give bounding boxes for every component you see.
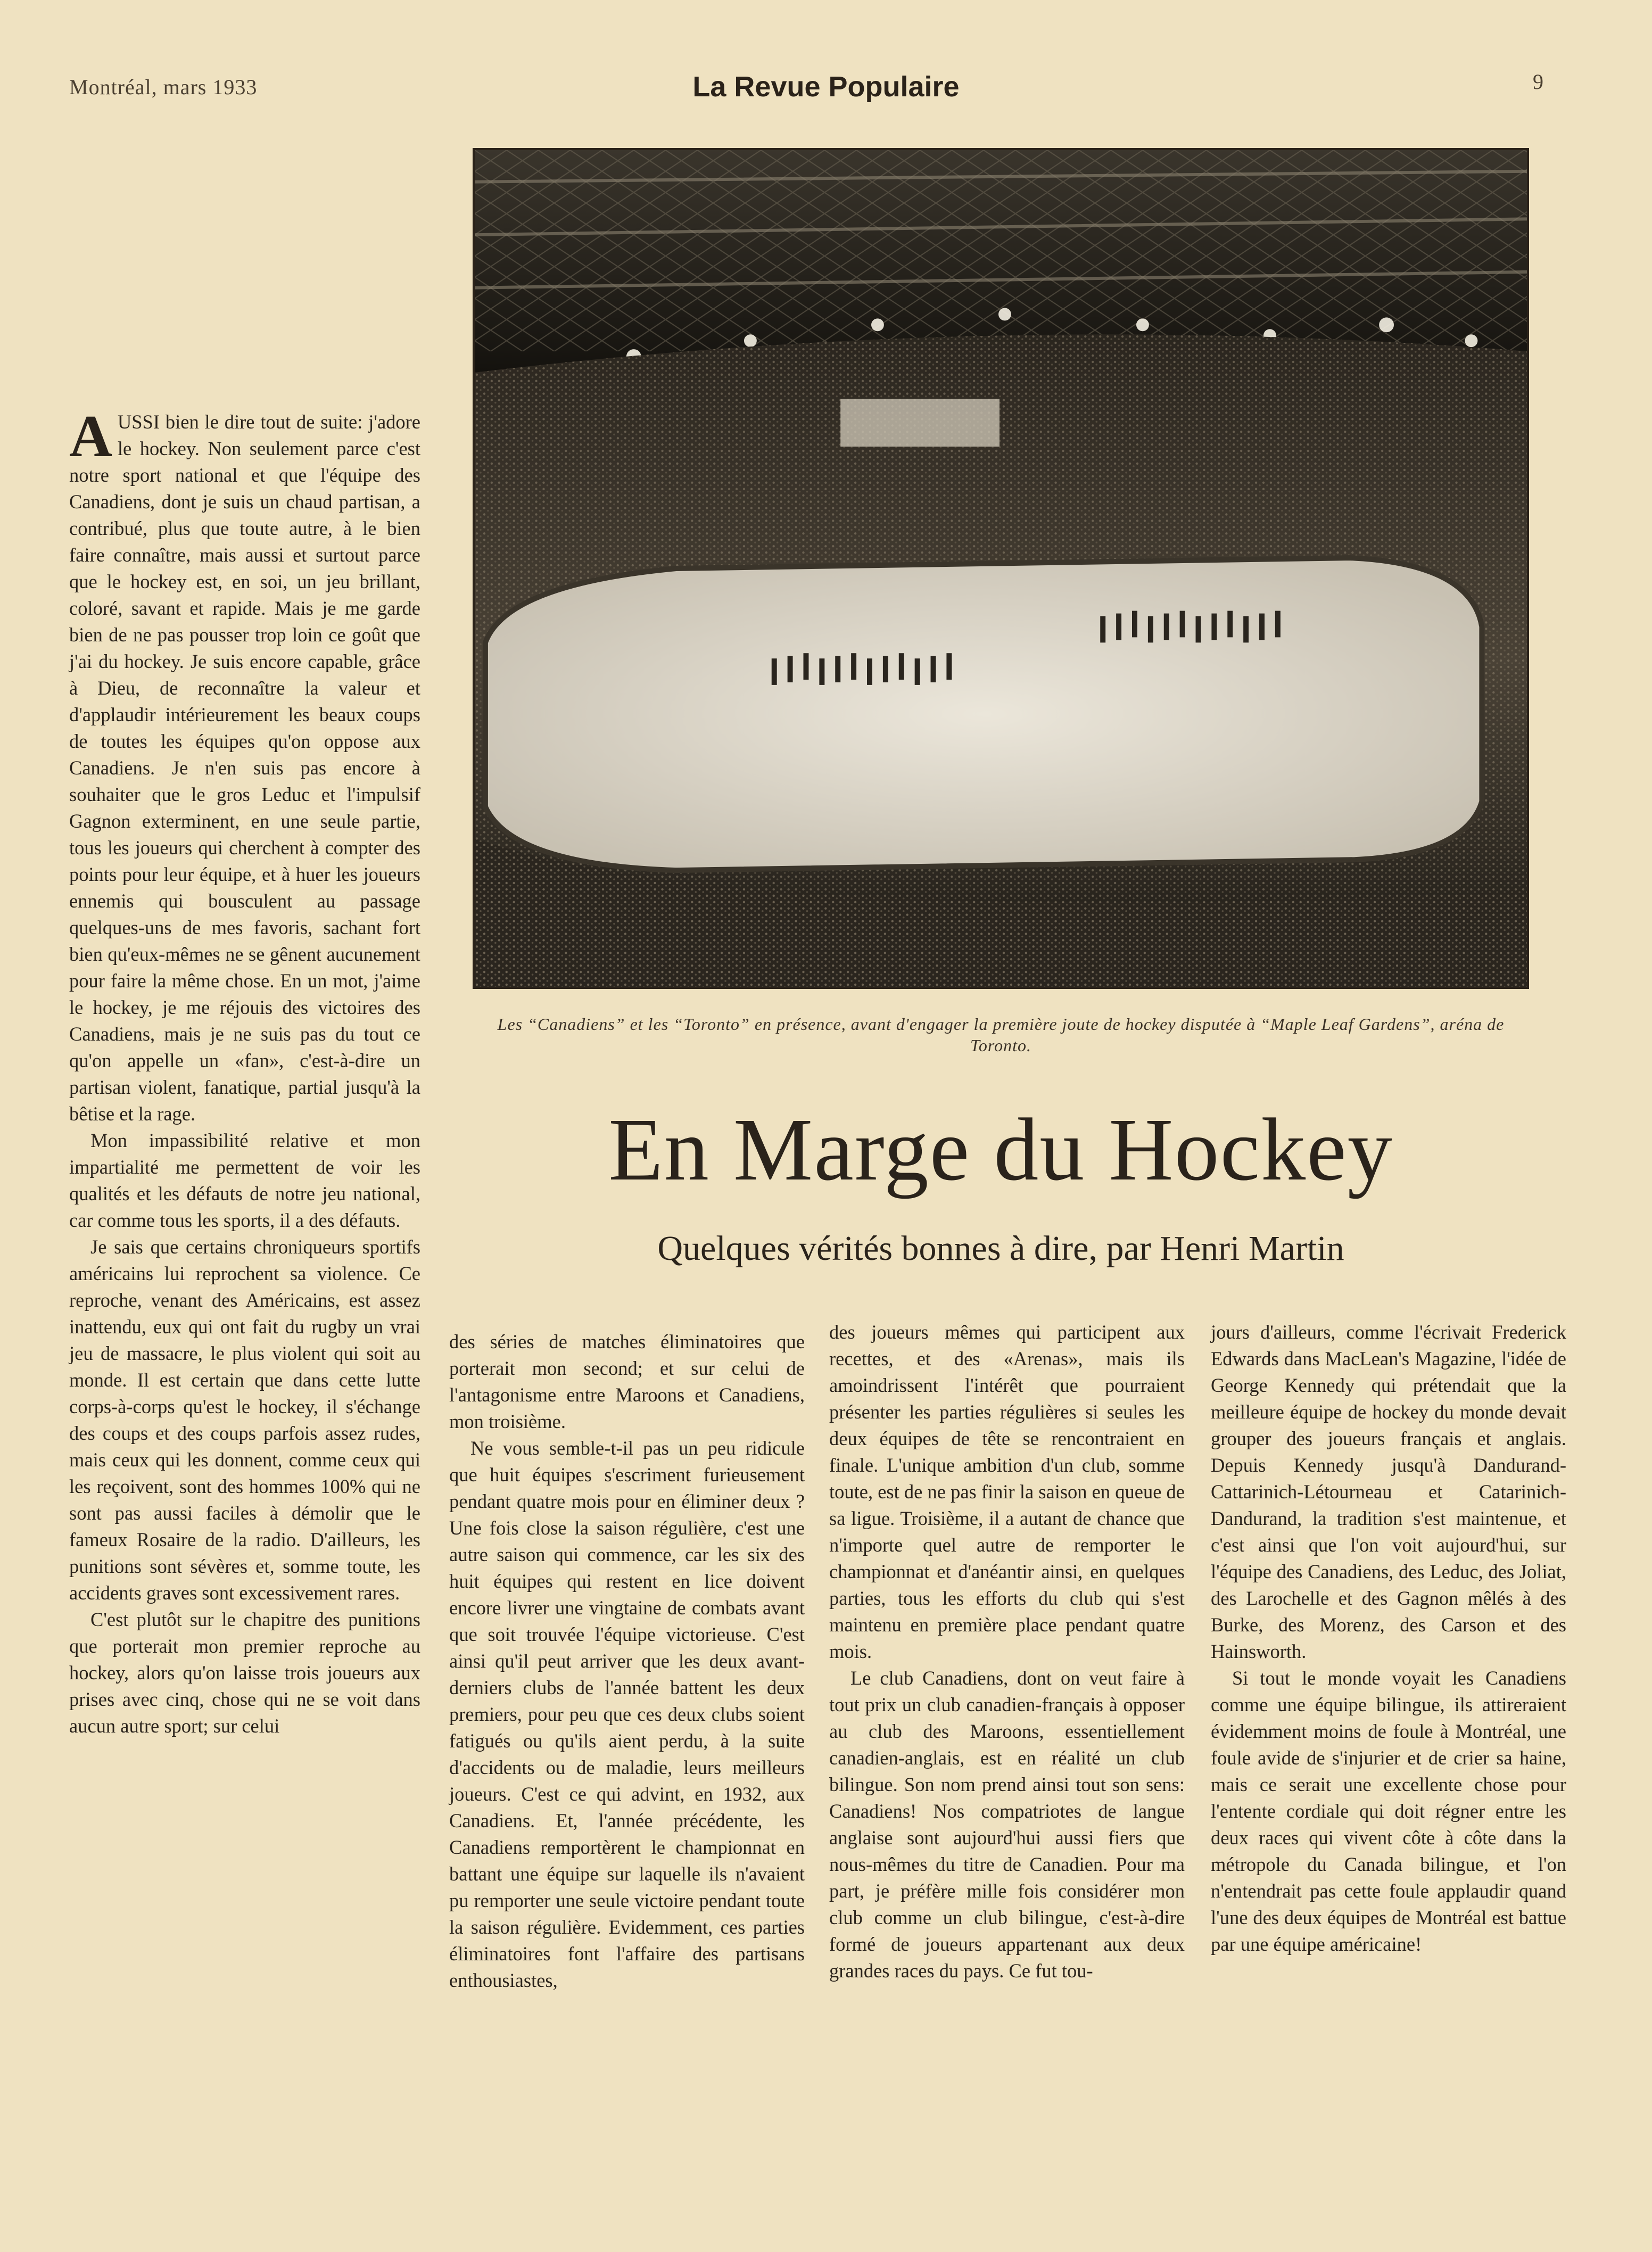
arena-photo — [473, 148, 1529, 989]
photo-caption: Les “Canadiens” et les “Toronto” en présence, avant d'engager la première joute de hockey disputée à “Maple Leaf Gardens”, aréna de Toronto. — [497, 1014, 1505, 1055]
paragraph-text: USSI bien le dire tout de suite: j'adore le hockey. Non seulement parce c'est notre sport national et que l'équipe des Canadiens, dont je suis un chaud partisan, a contribué, plus que toute autre, à le bien faire connaître, mais aussi et surtout parce que le hockey est, en soi, un jeu brillant, coloré, savant et rapide. Mais je me garde bien de ne pas pousser trop loin ce goût que j'ai du hockey. Je suis encore capable, grâce à Dieu, de reconnaître la valeur et d'applaudir intérieurement les beaux coups de toutes les équipes qu'on oppose aux Canadiens. Je n'en suis pas encore à souhaiter que le gros Leduc et l'impulsif Gagnon exterminent, en une seule partie, tous les joueurs qui cherchent à compter des points pour leur équipe, et à huer les joueurs ennemis qui bousculent au passage quelques-uns de mes favoris, sachant fort bien qu'eux-mêmes ne se gênent aucunement pour faire la même chose. En un mot, j'aime le hockey, je me réjouis des victoires des Canadiens, mais je ne suis pas du tout ce qu'on appelle un «fan», c'est-à-dire un partisan violent, fanatique, partial jusqu'à la bêtise et la rage. — [69, 411, 420, 1125]
drop-cap: A — [69, 403, 112, 469]
paragraph: des joueurs mêmes qui participent aux recettes, et des «Arenas», mais ils amoindrissent l'intérêt que pourraient présenter les parties régulières si seules les deux équipes de tête se rencontraient en finale. L'unique ambition d'un club, somme toute, est de ne pas finir la saison en queue de sa ligue. Troisième, il a autant de chance que n'importe quel autre de remporter le championnat et d'anéantir ainsi, en quelques parties, tous les efforts du club qui s'est maintenu en première place pendant quatre mois. — [829, 1321, 1185, 1662]
paragraph: Le club Canadiens, dont on veut faire à tout prix un club canadien-français à opposer au club des Maroons, essentiellement canadien-anglais, est en réalité un club bilingue. Son nom prend ainsi tout son sens: Canadiens! Nos compatriotes de langue anglaise sont aujourd'hui aussi fiers que nous-mêmes du titre de Canadien. Pour ma part, je préfère mille fois considérer mon club comme un club bilingue, c'est-à-dire formé de joueurs appartenant aux deux grandes races du pays. Ce fut tou- — [829, 1667, 1185, 1982]
paragraph: Je sais que certains chroniqueurs sportifs américains lui reprochent sa violence. Ce reproche, venant des Américains, est assez inattendu, eux qui ont fait du rugby un vrai jeu de massacre, le plus violent qui soit au monde. Il est certain que dans cette lutte corps-à-corps qu'est le hockey, il s'échange des coups et des coups parfois assez rudes, mais ceux qui les donnent, comme ceux qui les reçoivent, sont des hommes 100% qui ne sont pas aussi faciles à démolir que le fameux Rosaire de la radio. D'ailleurs, les punitions sont sévères et, somme toute, les accidents graves sont excessivement rares. — [69, 1236, 420, 1604]
paragraph — [69, 403, 420, 1127]
paragraph: Si tout le monde voyait les Canadiens comme une équipe bilingue, ils attireraient évidemment moins de foule à Montréal, une foule avide de s'injurier et de crier sa haine, mais ce serait une excellente chose pour l'entente cordiale qui doit régner entre les deux races qui vivent côte à côte dans la métropole du Canada bilingue, et l'on n'entendrait pas cette foule applaudir quand l'une des deux équipes de Montréal est battue par une équipe américaine! — [1211, 1667, 1566, 1955]
page-number: 9 — [1533, 70, 1543, 94]
paragraph: Ne vous semble-t-il pas un peu ridicule que huit équipes s'escriment furieusement pendant quatre mois pour en éliminer deux ? Une fois close la saison régulière, c'est une autre saison qui commence, car les six des huit équipes qui restent en lice doivent encore livrer une vingtaine de combats avant que soit trouvée l'équipe victorieuse. C'est ainsi qu'il peut arriver que les deux avant-derniers clubs de l'année battent les deux premiers, pour peu que ces deux clubs soient fatigués ou qu'ils aient perdu, à la suite d'accidents ou de maladie, leurs meilleurs joueurs. C'est ce qui advint, en 1932, aux Canadiens. Et, l'année précédente, les Canadiens remportèrent le championnat en battant une équipe sur laquelle ils n'avaient pu remporter une seule victoire pendant toute la saison régulière. Evidemment, ces parties éliminatoires font l'affaire des partisans enthousiastes, — [449, 1437, 805, 1991]
article-column-3 — [829, 1319, 1185, 1984]
article-column-2 — [449, 1329, 805, 1994]
paragraph: jours d'ailleurs, comme l'écrivait Frederick Edwards dans MacLean's Magazine, l'idée de George Kennedy qui prétendait que la meilleure équipe de hockey du monde devait grouper des joueurs français et anglais. Depuis Kennedy jusqu'à Dandurand-Cattarinich-Létourneau et Catarinich-Dandurand, la tradition s'est maintenue, et c'est ainsi que l'on voit aujourd'hui, sur l'équipe des Canadiens, des Leduc, des Joliat, des Larochelle et des Gagnon mêlés à des Burke, des Morenz, des Carson et des Hainsworth. — [1211, 1321, 1566, 1662]
paragraph: C'est plutôt sur le chapitre des punitions que porterait mon premier reproche au hockey, alors qu'on laisse trois joueurs aux prises avec cinq, chose qui ne se voit dans aucun autre sport; sur celui — [69, 1608, 420, 1737]
article-subtitle: Quelques vérités bonnes à dire, par Henri Martin — [657, 1229, 1344, 1268]
article-title: En Marge du Hockey — [608, 1100, 1393, 1199]
article-column-1 — [69, 403, 420, 1739]
paragraph: des séries de matches éliminatoires que porterait mon second; et sur celui de l'antagonisme entre Maroons et Canadiens, mon troisième. — [449, 1331, 805, 1432]
paragraph: Mon impassibilité relative et mon impartialité me permettent de voir les qualités et les défauts de notre jeu national, car comme tous les sports, il a des défauts. — [69, 1129, 420, 1231]
magazine-title: La Revue Populaire — [692, 71, 960, 103]
arena-photo-image — [475, 150, 1527, 987]
header-date: Montréal, mars 1933 — [69, 75, 258, 99]
article-column-4 — [1211, 1319, 1566, 1958]
